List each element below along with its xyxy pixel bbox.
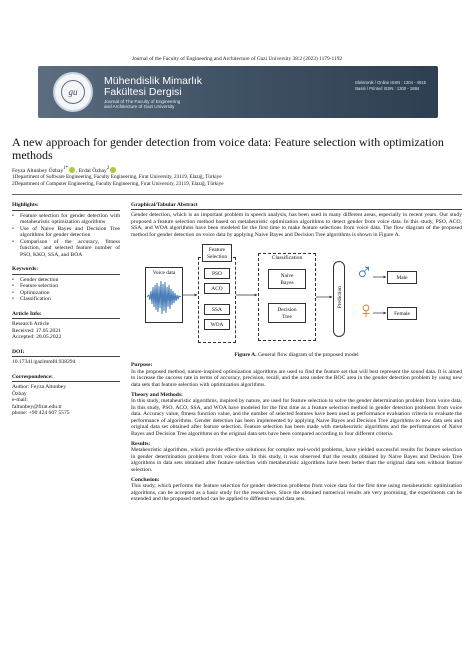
- flow-arrows: [131, 241, 462, 351]
- correspondence-section: [12, 374, 120, 417]
- keywords-heading: Keywords:: [12, 266, 120, 275]
- doi-heading: DOI:: [12, 349, 120, 358]
- author-1: Feyza Altunbey Özbay: [12, 167, 64, 174]
- abstract-text: Gender detection, which is an important problem in speech analysis, has been used in many different areas, especially in recent years. Our study proposed a feature selection method based on metaheuristic optimization algorithms to detect gender from voice data. In this study, PSO, ACO, SSA, and WOA algorithms have been modeled for the first time to make feature selections from voice data. The flow diagram of the proposed method for gender detection on voice data by applying Naive Bayes and Decision Tree algorithms is shown in Figure A.: [131, 212, 462, 238]
- sidebar: [12, 202, 120, 425]
- author-1-affil: 1*: [63, 166, 68, 171]
- fs-title-line1: Feature: [208, 247, 226, 254]
- theory-text: In this study, metaheuristic algorithms, inspired by nature, are used for feature selection to solve the gender determination problem from voice data. In this study, PSO, ACO, SSA, and WOA have modeled for the first time as a feature selection method in gender detection problems from voice data. Accuracy value, fitness function value, and the number of selected features have been used as performance evaluation criteria to evaluate the performance of algorithms. Gender detection has been implemented by applying Naive Bayes and Decision Tree algorithms to new data sets and original data set obtained after feature selection. Feature selection has been made with metaheuristic algorithms and the performances of Naive Bayes and Decision Tree algorithms on the original data sets have been compared according to four different criteria.: [131, 398, 462, 437]
- journal-title-line2: Fakültesi Dergisi: [104, 86, 182, 98]
- nb-line1: Naive: [280, 273, 294, 280]
- purpose-text: In the proposed method, nature-inspired optimization algorithms are used to find the feature set that will best represent the sound data. It is aimed to increase the success rate in terms of accuracy, precision, recall, and the area under the ROC area in the gender detection problem by using new data sets that feature selection with optimization algorithms.: [131, 368, 462, 388]
- dt-line1: Decision: [277, 307, 297, 314]
- journal-subtitle-line2: and Architecture of Gazi University: [104, 104, 175, 110]
- algo-aco: ACO: [204, 283, 230, 294]
- figure-caption-label: Figure A.: [234, 352, 257, 359]
- accepted-date: Accepted: 20.05.2022: [12, 334, 62, 340]
- male-symbol-icon: ♂: [355, 260, 373, 287]
- prediction-label: Prediction: [336, 286, 343, 309]
- issn-print: Basılı / Printed ISSN : 1300 - 1884: [355, 85, 420, 91]
- male-box: Male: [387, 271, 417, 284]
- abstract-heading: Graphical/Tabular Abstract: [131, 202, 462, 210]
- author-2: , Erdal Özbay: [75, 167, 107, 174]
- figure-a: [131, 241, 462, 351]
- phone: phone: +90 424 607 5575: [12, 410, 70, 416]
- highlights-section: [12, 202, 120, 258]
- results-heading: Results:: [131, 440, 151, 447]
- highlight-item: • Feature selection for gender detection with metaheuristic optimization algorithms: [12, 213, 120, 226]
- keywords-section: [12, 266, 120, 303]
- received-date: Received: 17.05.2021: [12, 327, 61, 334]
- results-text: Metaheuristic algorithms, which provide effective solutions for complex real-world problems, have yielded successful results for feature selection in gender determination problems from voice data. In this study, it was observed that the results obtained by Naive Bayes and Decision Tree algorithms in data sets obtained after feature selection with metaheuristic algorithms have been better than the original data sets without feature selection.: [131, 447, 462, 473]
- figure-caption-text: General flow diagram of the proposed model: [256, 352, 359, 359]
- figure-caption: [131, 352, 462, 358]
- article-info-heading: Article Info:: [12, 311, 120, 320]
- keyword-item: • Feature selection: [12, 283, 120, 290]
- email-link[interactable]: faltunbey@firat.edu.tr: [12, 403, 62, 410]
- author-2-affil: 2: [106, 166, 110, 171]
- article-info-section: [12, 311, 120, 341]
- corr-author-line1: Author: Feyza Altunbey: [12, 384, 67, 390]
- keyword-item: • Optimization: [12, 290, 120, 297]
- conclusion-heading: Conclusion:: [131, 476, 160, 483]
- keyword-item: • Gender detection: [12, 277, 120, 284]
- orcid-icon[interactable]: [69, 167, 75, 173]
- doi-section: [12, 349, 120, 366]
- journal-line: Journal of the Faculty of Engineering and Architecture of Gazi University 38:2 (2023) 1179-1192: [131, 56, 343, 62]
- journal-title-line1: Mühendislik Mimarlık: [104, 75, 203, 87]
- fs-title-line2: Selection: [206, 254, 228, 261]
- conclusion-text: This study, which performs the feature selection for gender detection problems from voice data for the first time using metaheuristic optimization algorithms, can be accepted as a basic study for the researchers. Since the obtained numerical results are very promising, the experiments can be extended and the proposed method can be applied to different sound data sets.: [131, 483, 462, 503]
- keyword-item: • Classification: [12, 296, 120, 303]
- affiliation-2: 2Department of Computer Engineering, Faculty Engineering, Fırat University, 23119, Elazığ, Türkiye: [12, 181, 224, 187]
- email-label: e-mail:: [12, 397, 28, 403]
- article-type: Research Article: [12, 321, 50, 327]
- doi-link[interactable]: 10.17341/gazimmfd.938294: [12, 359, 76, 365]
- highlights-heading: Highlights:: [12, 202, 120, 211]
- paper-title: A new approach for gender detection from voice data: Feature selection with optimization methods: [12, 135, 444, 162]
- classification-title: Classification: [271, 255, 303, 262]
- issn-block: [355, 80, 426, 91]
- logo-mark: gu: [61, 80, 85, 104]
- theory-heading: Theory and Methods:: [131, 392, 183, 399]
- highlight-item: • Comparison of the accuracy, fitness function, and selected feature number of PSO, KKO, SSA, and BOA: [12, 239, 120, 259]
- divider: [12, 194, 462, 195]
- orcid-icon[interactable]: [110, 167, 116, 173]
- correspondence-heading: Correspondence:: [12, 374, 120, 383]
- affiliation-1: 1Department of Software Engineering, Faculty Engineering, Fırat University, 23119, Elazığ, Türkiye: [12, 174, 222, 180]
- corr-author-line2: Özbay: [12, 390, 27, 397]
- main-column: [131, 202, 462, 503]
- journal-subtitle-line1: Journal of The Faculty of Engineering: [104, 99, 181, 104]
- female-box: Female: [387, 307, 417, 320]
- journal-subtitle: [104, 99, 180, 110]
- algo-woa: WOA: [204, 319, 230, 330]
- author-line: [12, 166, 117, 174]
- algo-pso: PSO: [204, 268, 230, 279]
- voice-data-label: Voice data: [152, 270, 176, 277]
- journal-banner: [38, 66, 438, 118]
- highlight-item: • Use of Naive Bayes and Decision Tree algorithms for gender detection: [12, 226, 120, 239]
- dt-line2: Tree: [282, 314, 292, 321]
- journal-title: [104, 76, 202, 98]
- issn-online: Elektronik / Online ISSN : 1304 - 4915: [355, 80, 426, 85]
- nb-line2: Bayes: [280, 280, 294, 287]
- algo-ssa: SSA: [204, 304, 230, 315]
- journal-logo: [53, 72, 93, 112]
- female-symbol-icon: ♀: [357, 298, 375, 325]
- purpose-heading: Purpose:: [131, 362, 153, 369]
